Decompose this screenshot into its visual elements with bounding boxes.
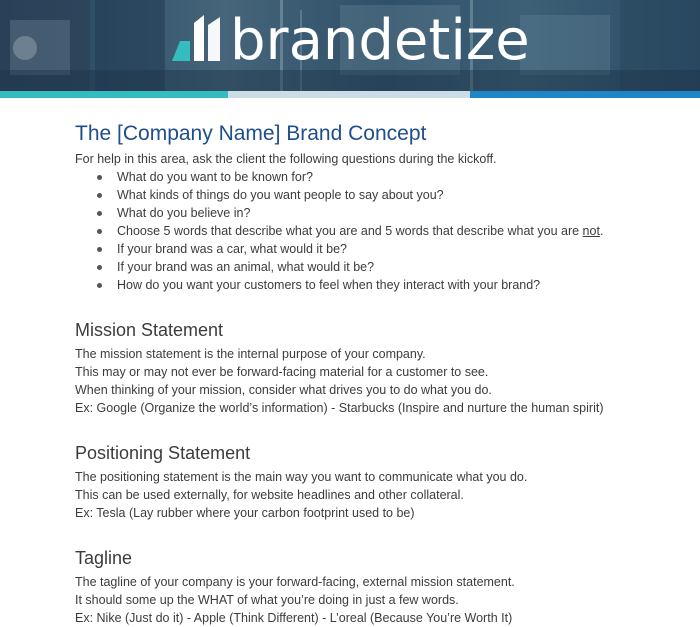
brandetize-logo-mark-icon	[168, 11, 228, 71]
body-line: Ex: Tesla (Lay rubber where your carbon footprint used to be)	[75, 506, 415, 520]
document-title: The [Company Name] Brand Concept	[75, 122, 427, 145]
body-line: It should some up the WHAT of what you’re doing in just a few words.	[75, 593, 459, 607]
list-item: What do you want to be known for?	[97, 168, 675, 186]
section-heading: Positioning Statement	[75, 443, 251, 463]
list-item-text: Choose 5 words that describe what you are and 5 words that describe what you are	[117, 224, 583, 238]
underlined-word: not	[582, 224, 600, 238]
brandetize-logo	[168, 8, 530, 73]
stripe-blue	[470, 91, 700, 98]
intro-text: For help in this area, ask the client the following questions during the kickoff.	[75, 152, 497, 166]
list-item-end: .	[599, 224, 604, 238]
body-line: When thinking of your mission, consider what drives you to do what you do.	[75, 383, 492, 397]
list-item: How do you want your customers to feel when they interact with your brand?	[97, 276, 675, 294]
section-heading: Tagline	[75, 548, 133, 568]
stripe-teal	[0, 91, 228, 98]
list-item: If your brand was a car, what would it be?	[97, 240, 675, 258]
body-line: Ex: Google (Organize the world’s information) - Starbucks (Inspire and nurture the human spirit)	[75, 401, 604, 415]
stripe-light	[228, 91, 470, 98]
body-line: The mission statement is the internal purpose of your company.	[75, 347, 426, 361]
list-item	[97, 222, 675, 240]
body-line: This may or may not ever be forward-facing material for a customer to see.	[75, 365, 489, 379]
logo-wordmark: brandetize	[230, 8, 530, 73]
color-stripe	[0, 91, 700, 98]
body-line: Ex: Nike (Just do it) - Apple (Think Different) - L’oreal (Because You’re Worth It)	[75, 611, 513, 625]
positioning-section	[75, 441, 675, 522]
document-body	[75, 120, 675, 627]
section-heading: Mission Statement	[75, 320, 224, 340]
body-line: The tagline of your company is your forward-facing, external mission statement.	[75, 575, 515, 589]
list-item: What do you believe in?	[97, 204, 675, 222]
mission-section	[75, 318, 675, 417]
question-list	[75, 168, 675, 294]
body-line: The positioning statement is the main way you want to communicate what you do.	[75, 470, 528, 484]
list-item: If your brand was an animal, what would it be?	[97, 258, 675, 276]
header-banner	[0, 0, 700, 91]
list-item: What kinds of things do you want people to say about you?	[97, 186, 675, 204]
tagline-section	[75, 546, 675, 627]
body-line: This can be used externally, for website headlines and other collateral.	[75, 488, 464, 502]
